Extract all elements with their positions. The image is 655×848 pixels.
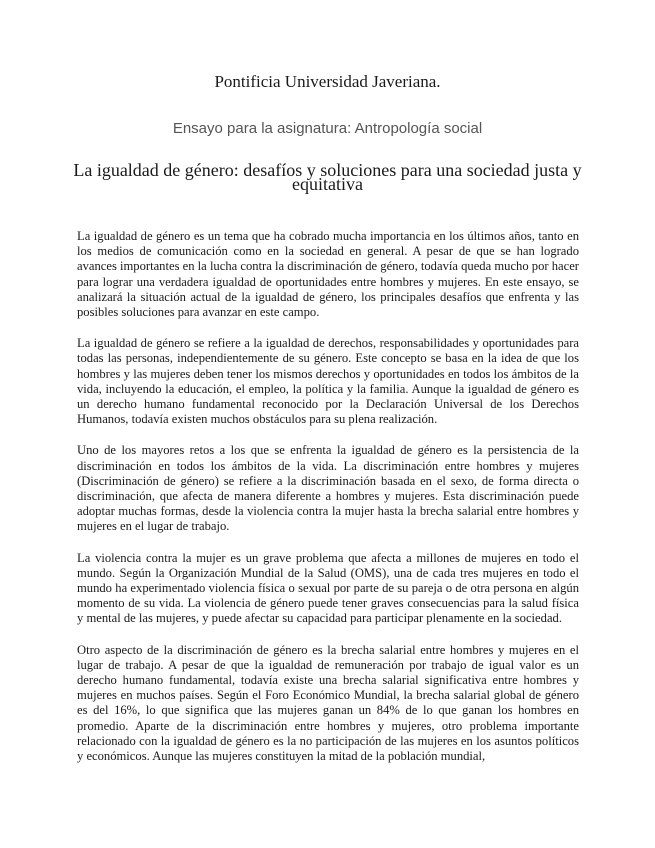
university-name: Pontificia Universidad Javeriana. xyxy=(214,72,441,91)
paragraph-4: La violencia contra la mujer es un grave problema que afecta a millones de mujeres en todo el mundo. Según la Organización Mundial de la Salud (OMS), una de cada tres mujeres en todo el mundo ha experimentado violencia física o sexual por parte de su pareja o de otra persona en algún momento de su vida. La violencia de género puede tener graves consecuencias para la salud física y mental de las mujeres, y puede afectar su capacidad para participar plenamente en la sociedad. xyxy=(77,550,579,626)
course-subject: Ensayo para la asignatura: Antropología social xyxy=(172,120,483,137)
paragraph-3: Uno de los mayores retos a los que se enfrenta la igualdad de género es la persistencia de la discriminación en todos los ámbitos de la vida. La discriminación entre hombres y mujeres (Discriminación de género) se refiere a la discriminación basada en el sexo, de forma directa o discriminación, que afecta de manera diferente a hombres y mujeres. Esta discriminación puede adoptar muchas formas, desde la violencia contra la mujer hasta la brecha salarial entre hombres y mujeres en el lugar de trabajo. xyxy=(77,443,579,534)
paragraph-2: La igualdad de género se refiere a la igualdad de derechos, responsabilidades y oportunidades para todas las personas, independientemente de su género. Este concepto se basa en la idea de que los hombres y las mujeres deben tener los mismos derechos y oportunidades en todos los ámbitos de la vida, incluyendo la educación, el empleo, la política y la familia. Aunque la igualdad de género es un derecho humano fundamental reconocido por la Declaración Universal de los Derechos Humanos, todavía existen muchos obstáculos para su plena realización. xyxy=(77,336,579,427)
essay-body xyxy=(77,229,579,780)
paragraph-5: Otro aspecto de la discriminación de género es la brecha salarial entre hombres y mujeres en el lugar de trabajo. A pesar de que la igualdad de remuneración por trabajo de igual valor es un derecho humano fundamental, todavía existe una brecha salarial significativa entre hombres y mujeres en muchos países. Según el Foro Económico Mundial, la brecha salarial global de género es del 16%, lo que significa que las mujeres ganan un 84% de lo que ganan los hombres en promedio. Aparte de la discriminación entre hombres y mujeres, otro problema importante relacionado con la igualdad de género es la no participación de las mujeres en los asuntos políticos y económicos. Aunque las mujeres constituyen la mitad de la población mundial, xyxy=(77,642,579,764)
paragraph-1: La igualdad de género es un tema que ha cobrado mucha importancia en los últimos años, tanto en los medios de comunicación como en la sociedad en general. A pesar de que se han logrado avances importantes en la lucha contra la discriminación de género, todavía queda mucho por hacer para lograr una verdadera igualdad de oportunidades entre hombres y mujeres. En este ensayo, se analizará la situación actual de la igualdad de género, los principales desafíos que enfrenta y las posibles soluciones para avanzar en este campo. xyxy=(77,229,579,320)
essay-title: La igualdad de género: desafíos y soluciones para una sociedad justa y equitativa xyxy=(73,160,582,194)
